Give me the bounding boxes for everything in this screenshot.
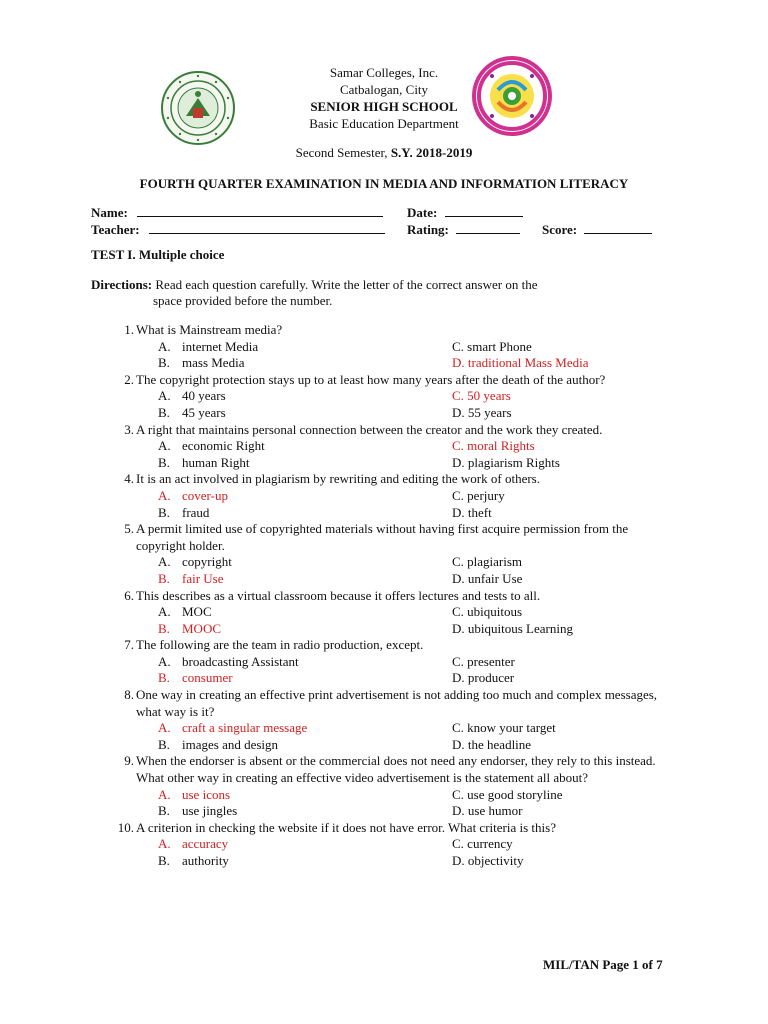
option-text: 55 years	[467, 404, 512, 420]
teacher-blank[interactable]	[149, 222, 385, 234]
option-letter: D.	[452, 355, 465, 371]
option-d[interactable]	[452, 405, 512, 422]
answer-options	[0, 654, 768, 687]
question-item	[0, 588, 768, 638]
option-letter: B.	[158, 853, 170, 868]
question-number: 6.	[124, 587, 134, 603]
option-text: authority	[182, 853, 229, 868]
answer-options	[0, 720, 768, 753]
option-letter: B.	[158, 736, 170, 752]
option-text: plagiarism	[467, 554, 523, 570]
option-a[interactable]	[158, 654, 299, 671]
option-c[interactable]	[452, 554, 522, 571]
option-c[interactable]	[452, 388, 511, 405]
option-letter: A.	[158, 338, 171, 354]
option-text: use humor	[467, 803, 523, 819]
option-c[interactable]	[452, 438, 535, 455]
option-letter: C.	[452, 653, 464, 669]
question-item	[0, 820, 768, 870]
option-text: 45 years	[182, 404, 226, 420]
option-letter: A.	[158, 554, 171, 570]
correct-answer-text: traditional Mass Media	[467, 355, 589, 371]
question-item	[0, 471, 768, 521]
option-letter: A.	[158, 836, 171, 852]
option-text: fraud	[182, 504, 210, 520]
option-b[interactable]	[158, 355, 244, 372]
option-text: smart Phone	[467, 338, 532, 354]
option-text: broadcasting Assistant	[182, 653, 299, 669]
option-d[interactable]	[452, 621, 573, 638]
school-year: S.Y. 2018-2019	[390, 145, 473, 160]
answer-options	[0, 836, 768, 869]
option-letter: D.	[452, 670, 465, 686]
name-label: Name:	[91, 205, 128, 220]
question-text: A right that maintains personal connection between the creator and the work they created.	[136, 421, 603, 437]
option-letter: B.	[158, 404, 170, 420]
option-text: use jingles	[182, 803, 238, 819]
question-number: 8.	[124, 687, 134, 703]
option-c[interactable]	[452, 339, 532, 356]
option-letter: C.	[452, 786, 464, 802]
name-blank[interactable]	[137, 205, 383, 217]
option-letter: D.	[452, 404, 465, 420]
school-header	[0, 64, 768, 132]
rating-field[interactable]	[407, 222, 520, 238]
option-b[interactable]	[158, 853, 229, 870]
question-item	[0, 687, 768, 753]
exam-title: FOURTH QUARTER EXAMINATION IN MEDIA AND INFORMATION LITERACY	[139, 176, 629, 191]
name-field[interactable]	[91, 205, 383, 221]
directions-text-2: space provided before the number.	[153, 293, 333, 308]
correct-answer-text: MOOC	[182, 620, 222, 636]
question-text: This describes as a virtual classroom because it offers lectures and tests to all.	[136, 587, 541, 603]
question-item	[0, 753, 768, 819]
option-text: know your target	[467, 720, 556, 736]
correct-answer-text: craft a singular message	[182, 720, 308, 736]
option-text: internet Media	[182, 338, 259, 354]
question-item	[0, 521, 768, 587]
question-number: 9.	[124, 753, 134, 769]
option-letter: C.	[452, 604, 464, 620]
option-letter: B.	[158, 454, 170, 470]
option-d[interactable]	[452, 455, 560, 472]
option-text: currency	[467, 836, 513, 852]
option-text: copyright	[182, 554, 232, 570]
option-letter: D.	[452, 803, 465, 819]
question-text: It is an act involved in plagiarism by rewriting and editing the work of others.	[136, 471, 540, 487]
page-footer: MIL/TAN Page 1 of 7	[543, 957, 663, 972]
option-text: unfair Use	[467, 570, 523, 586]
option-a[interactable]	[158, 438, 265, 455]
option-a[interactable]	[158, 604, 212, 621]
school-city: Catbalogan, City	[339, 82, 429, 97]
score-label: Score:	[542, 222, 578, 237]
option-a[interactable]	[158, 388, 226, 405]
option-letter: C.	[452, 338, 464, 354]
question-number: 2.	[124, 371, 134, 387]
correct-answer-text: moral Rights	[467, 438, 535, 454]
option-letter: D.	[452, 736, 465, 752]
answer-options	[0, 438, 768, 471]
rating-blank[interactable]	[456, 222, 520, 234]
option-c[interactable]	[452, 654, 515, 671]
option-d[interactable]	[452, 803, 522, 820]
option-letter: A.	[158, 487, 171, 503]
option-text: ubiquitous	[467, 604, 523, 620]
option-c[interactable]	[452, 720, 556, 737]
option-text: images and design	[182, 736, 279, 752]
score-field[interactable]	[542, 222, 652, 238]
option-letter: C.	[452, 388, 464, 404]
answer-options	[0, 554, 768, 587]
teacher-field[interactable]	[91, 222, 385, 238]
option-d[interactable]	[452, 505, 492, 522]
option-d[interactable]	[452, 571, 522, 588]
option-letter: B.	[158, 355, 170, 371]
option-d[interactable]	[452, 853, 524, 870]
question-number: 4.	[124, 471, 134, 487]
option-letter: B.	[158, 570, 170, 586]
question-text: The following are the team in radio production, except.	[136, 637, 424, 653]
question-item	[0, 422, 768, 472]
answer-options	[0, 488, 768, 521]
option-b[interactable]	[158, 505, 209, 522]
semester-line	[0, 145, 768, 161]
question-item	[0, 372, 768, 422]
option-letter: D.	[452, 853, 465, 868]
option-text: objectivity	[467, 853, 524, 868]
option-b[interactable]	[158, 405, 226, 422]
option-letter: D.	[452, 570, 465, 586]
date-blank[interactable]	[445, 205, 523, 217]
option-letter: B.	[158, 803, 170, 819]
option-b[interactable]	[158, 621, 221, 638]
option-text: human Right	[182, 454, 250, 470]
option-a[interactable]	[158, 787, 230, 804]
rating-label: Rating:	[407, 222, 449, 237]
option-text: economic Right	[182, 438, 265, 454]
date-label: Date:	[407, 205, 438, 220]
correct-answer-text: cover-up	[182, 487, 228, 503]
question-item	[0, 322, 768, 372]
question-number: 7.	[124, 637, 134, 653]
option-c[interactable]	[452, 787, 563, 804]
option-c[interactable]	[452, 488, 505, 505]
option-letter: C.	[452, 487, 464, 503]
option-text: theft	[467, 504, 492, 520]
option-letter: D.	[452, 454, 465, 470]
correct-answer-text: use icons	[182, 786, 231, 802]
option-d[interactable]	[452, 355, 588, 372]
directions-label: Directions:	[91, 277, 153, 292]
option-text: perjury	[467, 487, 505, 503]
option-text: plagiarism Rights	[467, 454, 560, 470]
date-field[interactable]	[407, 205, 523, 221]
option-a[interactable]	[158, 836, 228, 853]
option-letter: A.	[158, 786, 171, 802]
semester-label: Second Semester,	[295, 145, 391, 160]
question-text: When the endorser is absent or the commercial does not need any endorser, they rely to this instead. What other way in creating an effective video advertisement is the statement all about?	[136, 753, 656, 786]
option-letter: A.	[158, 388, 171, 404]
teacher-label: Teacher:	[91, 222, 140, 237]
option-c[interactable]	[452, 836, 513, 853]
directions-text: Read each question carefully. Write the letter of the correct answer on the	[152, 277, 538, 292]
option-letter: B.	[158, 620, 170, 636]
question-list	[0, 322, 768, 870]
option-letter: B.	[158, 670, 170, 686]
correct-answer-text: fair Use	[182, 570, 224, 586]
option-text: 40 years	[182, 388, 226, 404]
correct-answer-text: 50 years	[467, 388, 511, 404]
test-label: TEST I. Multiple choice	[91, 247, 225, 262]
question-item	[0, 637, 768, 687]
option-b[interactable]	[158, 670, 233, 687]
option-letter: B.	[158, 504, 170, 520]
answer-options	[0, 604, 768, 637]
question-number: 10.	[117, 819, 134, 835]
option-d[interactable]	[452, 670, 514, 687]
question-text: What is Mainstream media?	[136, 322, 283, 337]
option-text: MOC	[182, 604, 212, 620]
option-letter: A.	[158, 720, 171, 736]
option-text: presenter	[467, 653, 515, 669]
option-b[interactable]	[158, 455, 250, 472]
school-name: Samar Colleges, Inc.	[329, 65, 439, 80]
department-name: Basic Education Department	[309, 116, 459, 131]
option-b[interactable]	[158, 737, 278, 754]
option-letter: D.	[452, 504, 465, 520]
score-blank[interactable]	[584, 222, 652, 234]
question-number: 5.	[124, 521, 134, 537]
option-text: ubiquitous Learning	[467, 620, 573, 636]
option-a[interactable]	[158, 554, 232, 571]
correct-answer-text: accuracy	[182, 836, 229, 852]
option-b[interactable]	[158, 803, 237, 820]
question-text: A permit limited use of copyrighted materials without having first acquire permission from the copyright holder.	[136, 521, 629, 553]
option-letter: C.	[452, 720, 464, 736]
option-d[interactable]	[452, 737, 531, 754]
option-letter: C.	[452, 554, 464, 570]
question-text: A criterion in checking the website if it does not have error. What criteria is this?	[136, 819, 556, 835]
option-text: use good storyline	[467, 786, 563, 802]
correct-answer-text: consumer	[182, 670, 233, 686]
option-a[interactable]	[158, 339, 258, 356]
option-letter: A.	[158, 438, 171, 454]
directions	[91, 277, 661, 309]
answer-options	[0, 787, 768, 820]
answer-options	[0, 388, 768, 421]
division-title: SENIOR HIGH SCHOOL	[310, 99, 458, 114]
option-a[interactable]	[158, 488, 228, 505]
option-letter: D.	[452, 620, 465, 636]
question-number: 1.	[124, 322, 134, 337]
option-a[interactable]	[158, 720, 307, 737]
option-c[interactable]	[452, 604, 522, 621]
option-text: mass Media	[182, 355, 245, 371]
option-letter: C.	[452, 438, 464, 454]
option-text: the headline	[467, 736, 532, 752]
option-letter: A.	[158, 604, 171, 620]
option-text: producer	[467, 670, 515, 686]
answer-options	[0, 339, 768, 372]
question-number: 3.	[124, 421, 134, 437]
question-text: One way in creating an effective print advertisement is not adding too much and complex messages, what way is it?	[136, 687, 658, 719]
option-b[interactable]	[158, 571, 224, 588]
question-text: The copyright protection stays up to at least how many years after the death of the author?	[136, 371, 606, 387]
option-letter: A.	[158, 653, 171, 669]
option-letter: C.	[452, 836, 464, 852]
